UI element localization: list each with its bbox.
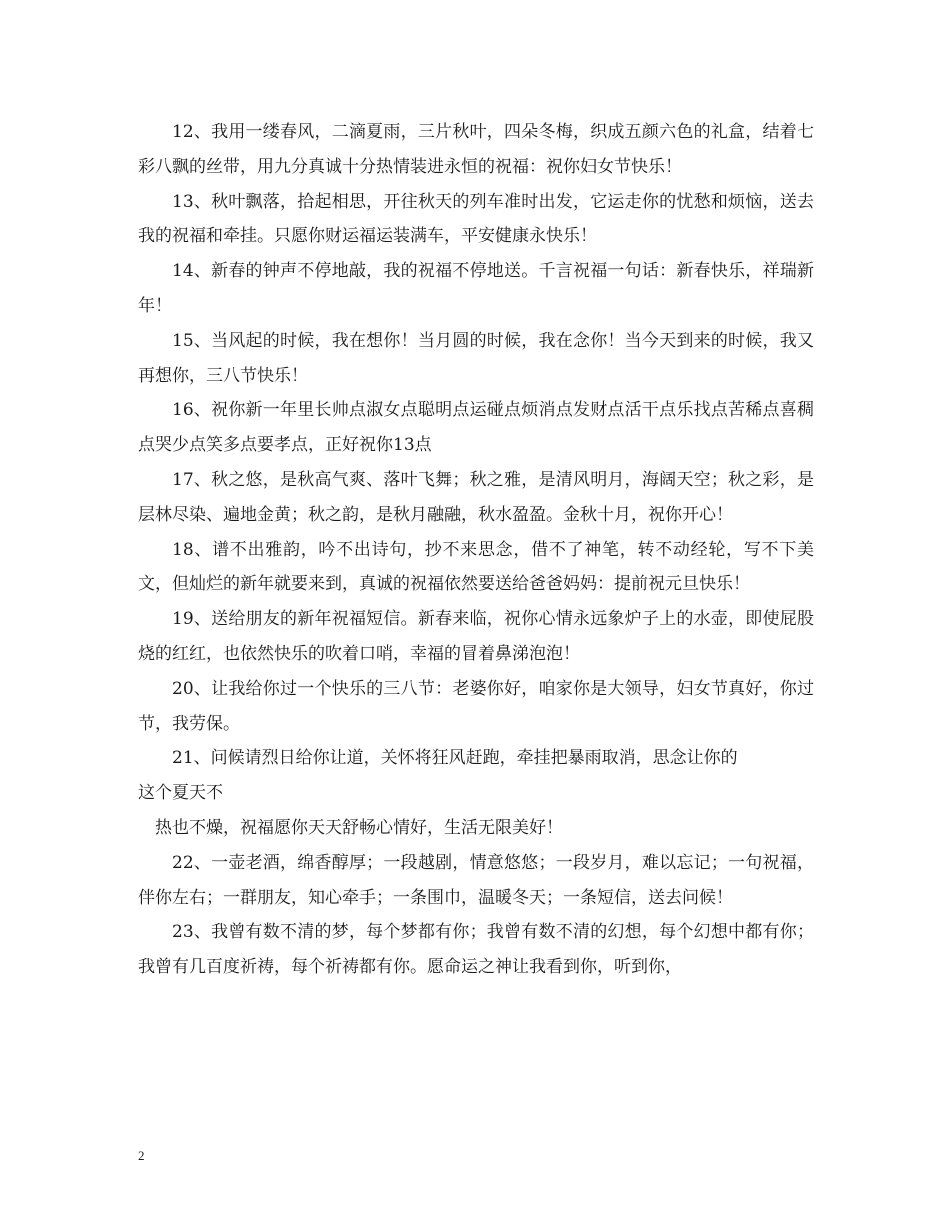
paragraph-22: 22、一壶老酒，绵香醇厚；一段越剧，情意悠悠；一段岁月，难以忘记；一句祝福，伴你左右；一群朋友，知心牵手；一条围巾，温暖冬天；一条短信，送去问候！ [138, 852, 814, 908]
paragraph-21-continued: 这个夏天不 [138, 783, 223, 804]
page-number: 2 [138, 1148, 145, 1163]
paragraph-20: 20、让我给你过一个快乐的三八节：老婆你好，咱家你是大领导，妇女节真好，你过节，我劳保。 [138, 678, 814, 734]
paragraph-13: 13、秋叶飘落，拾起相思，开往秋天的列车准时出发，它运走你的忧愁和烦恼，送去我的祝福和牵挂。只愿你财运福运装满车，平安健康永快乐！ [138, 191, 814, 247]
paragraph-19: 19、送给朋友的新年祝福短信。新春来临，祝你心情永远象炉子上的水壶，即使屁股烧的红红，也依然快乐的吹着口哨，幸福的冒着鼻涕泡泡！ [138, 609, 814, 664]
paragraph-17: 17、秋之悠，是秋高气爽、落叶飞舞；秋之雅，是清风明月，海阔天空；秋之彩，是层林尽染、遍地金黄；秋之韵，是秋月融融，秋水盈盈。金秋十月，祝你开心！ [138, 469, 814, 525]
paragraph-12: 12、我用一缕春风，二滴夏雨，三片秋叶，四朵冬梅，织成五颜六色的礼盒，结着七彩八飘的丝带，用九分真诚十分热情装进永恒的祝福：祝你妇女节快乐！ [138, 122, 814, 177]
paragraph-23: 23、我曾有数不清的梦，每个梦都有你；我曾有数不清的幻想，每个幻想中都有你；我曾有几百度祈祷，每个祈祷都有你。愿命运之神让我看到你，听到你， [138, 922, 814, 978]
paragraph-21-continued-2: 热也不燥，祝福愿你天天舒畅心情好，生活无限美好！ [155, 817, 563, 838]
paragraph-15: 15、当风起的时候，我在想你！当月圆的时候，我在念你！当今天到来的时候，我又再想你，三八节快乐！ [138, 330, 814, 386]
paragraph-21: 21、问候请烈日给你让道，关怀将狂风赶跑，牵挂把暴雨取消，思念让你的 [172, 748, 738, 769]
paragraph-16: 16、祝你新一年里长帅点淑女点聪明点运碰点烦消点发财点活干点乐找点苦稀点喜稠点哭少点笑多点要孝点，正好祝你13点 [138, 400, 814, 456]
paragraph-14: 14、新春的钟声不停地敲，我的祝福不停地送。千言祝福一句话：新春快乐，祥瑞新年！ [138, 261, 814, 316]
document-body [138, 115, 814, 985]
paragraph-18: 18、谱不出雅韵，吟不出诗句，抄不来思念，借不了神笔，转不动经轮，写不下美文，但灿烂的新年就要来到，真诚的祝福依然要送给爸爸妈妈：提前祝元旦快乐！ [138, 539, 814, 595]
